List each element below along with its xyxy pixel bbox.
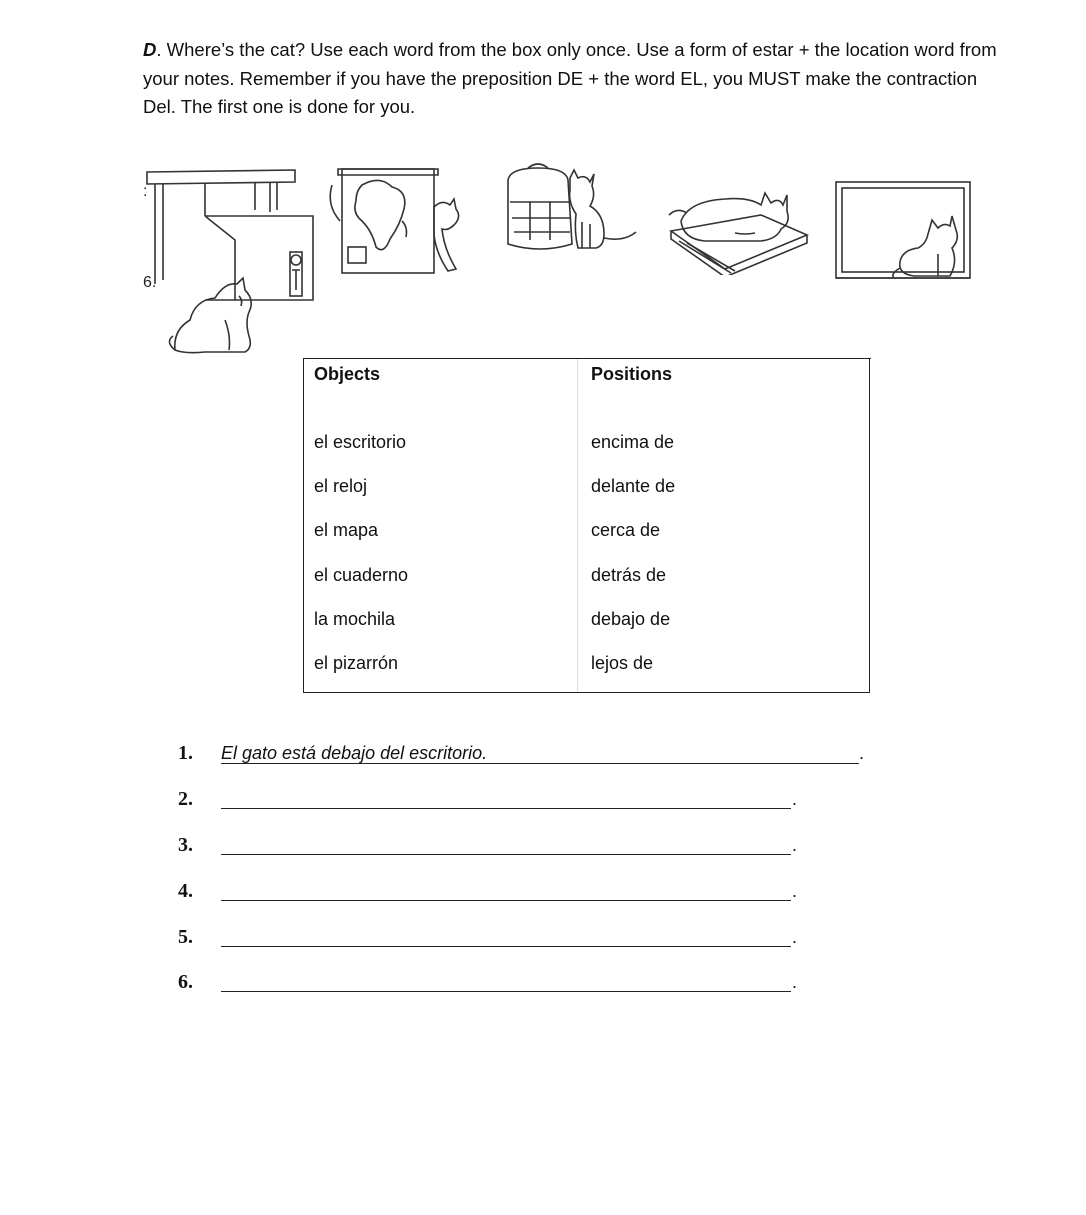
exercise-number: 6.	[178, 971, 193, 993]
position-item: cerca de	[591, 520, 661, 540]
answer-period: .	[792, 881, 798, 901]
object-item: el escritorio	[314, 432, 407, 452]
answer-period: .	[792, 789, 798, 809]
object-item: el mapa	[314, 520, 379, 540]
instructions	[143, 36, 1013, 122]
desk-cat-image	[145, 160, 325, 360]
exercise-number: 1.	[178, 742, 193, 764]
answer-period: .	[792, 972, 798, 992]
answer-line[interactable]	[221, 763, 859, 764]
answer-line[interactable]	[221, 991, 791, 992]
example-answer: El gato está debajo del escritorio.	[221, 743, 488, 763]
object-item: el reloj	[314, 476, 368, 496]
notebook-cat-image	[665, 185, 813, 275]
backpack-cat-image	[500, 162, 650, 254]
answer-line[interactable]	[221, 946, 791, 947]
position-item: lejos de	[591, 653, 654, 673]
answer-line[interactable]	[221, 900, 791, 901]
stray-mark-colon: :	[143, 183, 148, 200]
exercise-number: 2.	[178, 788, 193, 810]
word-box-column-divider	[577, 359, 578, 692]
map-cat-image	[322, 165, 470, 277]
word-box-top-rule	[322, 358, 871, 359]
answer-line[interactable]	[221, 808, 791, 809]
position-item: debajo de	[591, 609, 671, 629]
exercise-number: 4.	[178, 880, 193, 902]
answer-period: .	[792, 835, 798, 855]
objects-header: Objects	[314, 364, 381, 384]
object-item: el pizarrón	[314, 653, 399, 673]
object-item: la mochila	[314, 609, 396, 629]
instructions-text: . Where’s the cat? Use each word from the box only once. Use a form of estar + the location word from your notes. Remember if you have the preposition DE + the word EL, you MUST make the contraction Del. The first one is done for you.	[143, 39, 997, 117]
chalkboard-cat-image	[834, 178, 974, 284]
answer-period: .	[792, 927, 798, 947]
object-item: el cuaderno	[314, 565, 409, 585]
positions-header: Positions	[591, 364, 673, 384]
word-box	[303, 358, 870, 693]
section-letter: D	[143, 39, 157, 60]
exercise-number: 5.	[178, 926, 193, 948]
position-item: detrás de	[591, 565, 667, 585]
answer-period: .	[859, 743, 865, 763]
answer-line[interactable]	[221, 854, 791, 855]
stray-mark-six: 6.	[143, 274, 157, 291]
exercise-number: 3.	[178, 834, 193, 856]
position-item: delante de	[591, 476, 676, 496]
position-item: encima de	[591, 432, 675, 452]
